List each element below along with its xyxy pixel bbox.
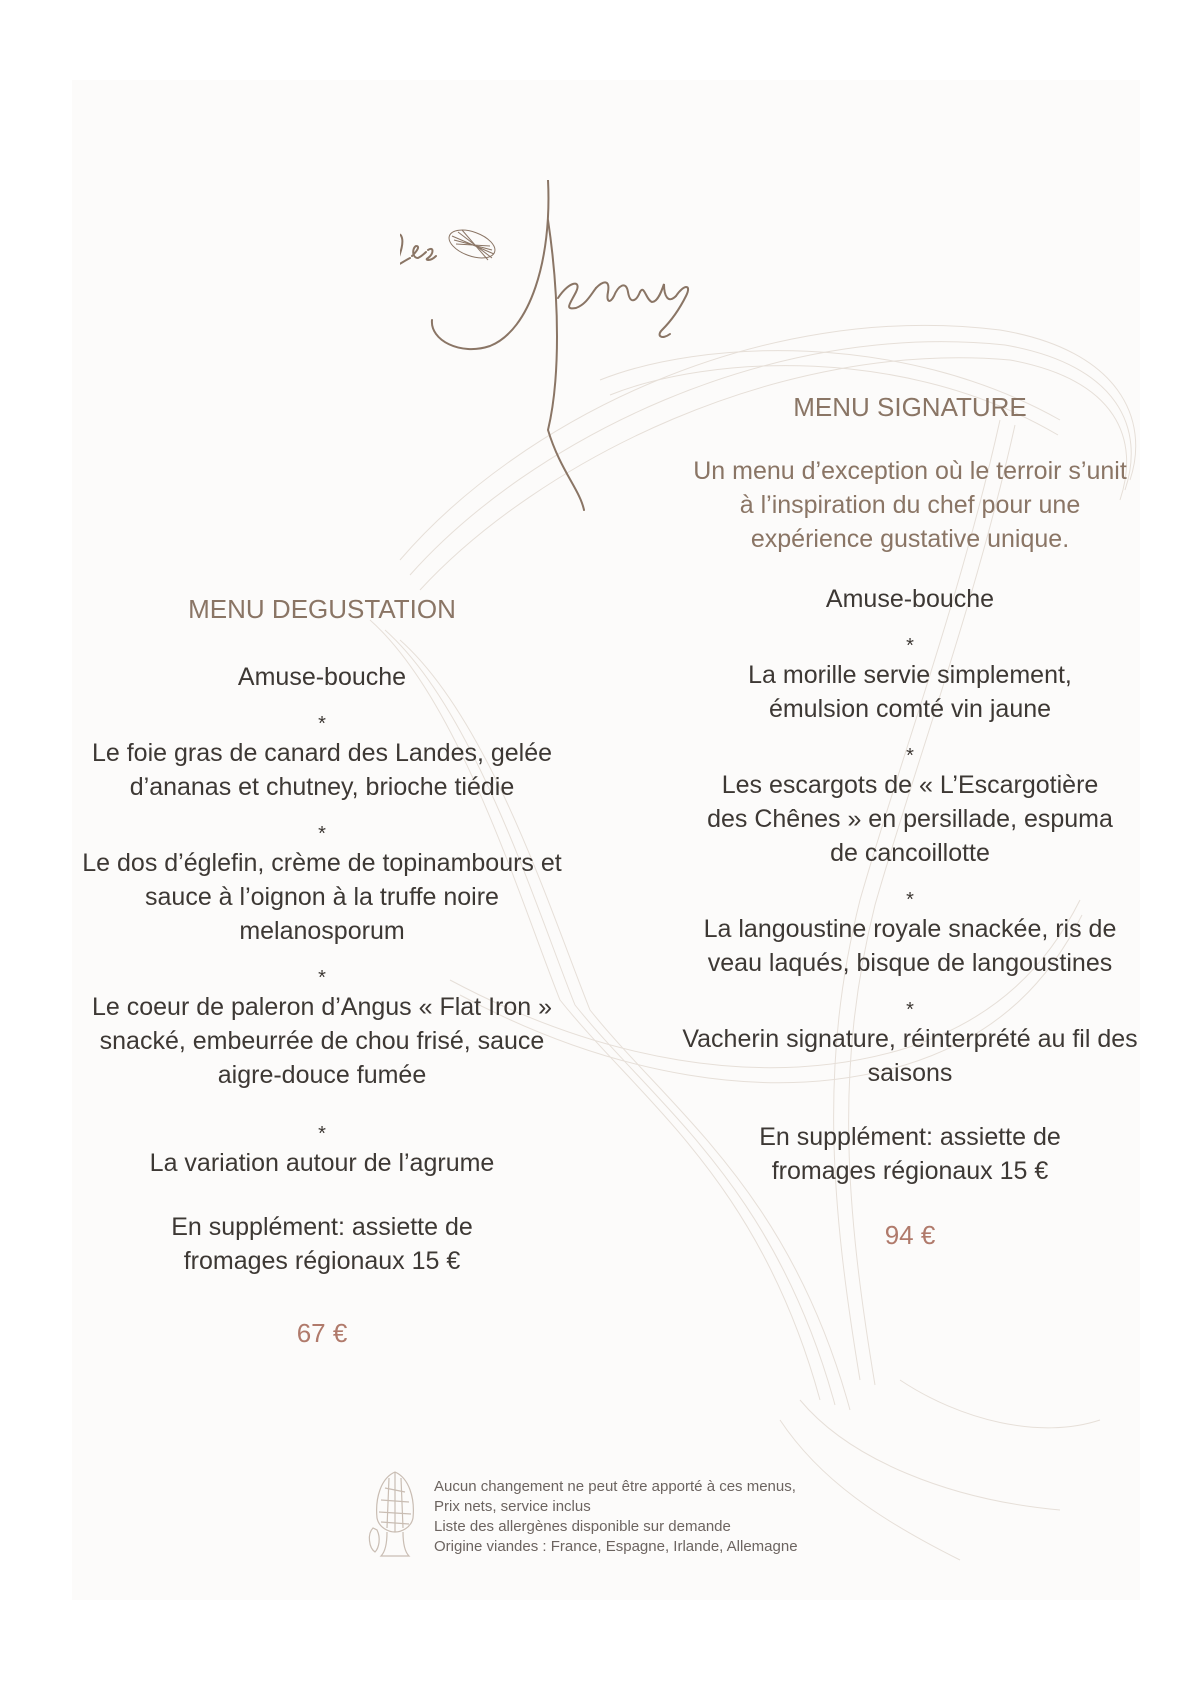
footer-note-line: Origine viandes : France, Espagne, Irlande, Allemagne <box>434 1538 798 1555</box>
separator: * <box>906 635 914 657</box>
menu-degustation-supplement: En supplément: assiette de fromages régionaux 15 € <box>171 1213 473 1275</box>
menu-degustation-item: Le coeur de paleron d’Angus « Flat Iron » snacké, embeurrée de chou frisé, sauce aigre-douce fumée <box>91 993 553 1089</box>
menu-signature-item: Les escargots de « L’Escargotière des Chênes » en persillade, espuma de cancoillotte <box>707 771 1113 867</box>
menu-degustation-item: La variation autour de l’agrume <box>149 1149 495 1177</box>
separator: * <box>906 745 914 767</box>
menu-signature-description: Un menu d’exception où le terroir s’unit à l’inspiration du chef pour une expérience gustative unique. <box>693 457 1127 553</box>
menu-signature-supplement: En supplément: assiette de fromages régionaux 15 € <box>759 1123 1061 1185</box>
menu-signature-item: Vacherin signature, réinterprété au fil des saisons <box>682 1025 1138 1087</box>
menu-degustation-item: Le foie gras de canard des Landes, gelée d’ananas et chutney, brioche tiédie <box>91 739 553 801</box>
separator: * <box>318 823 326 845</box>
menu-signature-item: La morille servie simplement, émulsion comté vin jaune <box>748 661 1072 723</box>
menu-signature-title: MENU SIGNATURE <box>793 392 1027 422</box>
morel-mushroom-illustration <box>365 1468 425 1560</box>
separator: * <box>906 999 914 1021</box>
menu-signature <box>680 390 1140 1252</box>
menu-signature-item: Amuse-bouche <box>825 585 995 613</box>
separator: * <box>318 967 326 989</box>
menu-degustation-price: 67 € <box>296 1318 348 1348</box>
separator: * <box>318 1123 326 1145</box>
menu-signature-item: La langoustine royale snackée, ris de veau laqués, bisque de langoustines <box>703 915 1117 977</box>
footer-note-line: Aucun changement ne peut être apporté à ces menus, <box>434 1478 796 1495</box>
footer-note-line: Liste des allergènes disponible sur demande <box>434 1518 731 1535</box>
menu-degustation-title: MENU DEGUSTATION <box>188 594 456 624</box>
menu-signature-price: 94 € <box>884 1220 936 1250</box>
menu-degustation-item: Amuse-bouche <box>237 663 407 691</box>
separator: * <box>906 889 914 911</box>
footer-note-line: Prix nets, service inclus <box>434 1498 591 1515</box>
footer-notes <box>434 1477 854 1557</box>
menu-degustation <box>82 592 562 1350</box>
separator: * <box>318 713 326 735</box>
menu-degustation-item: Le dos d’églefin, crème de topinambours et sauce à l’oignon à la truffe noire melanosporum <box>82 849 562 945</box>
